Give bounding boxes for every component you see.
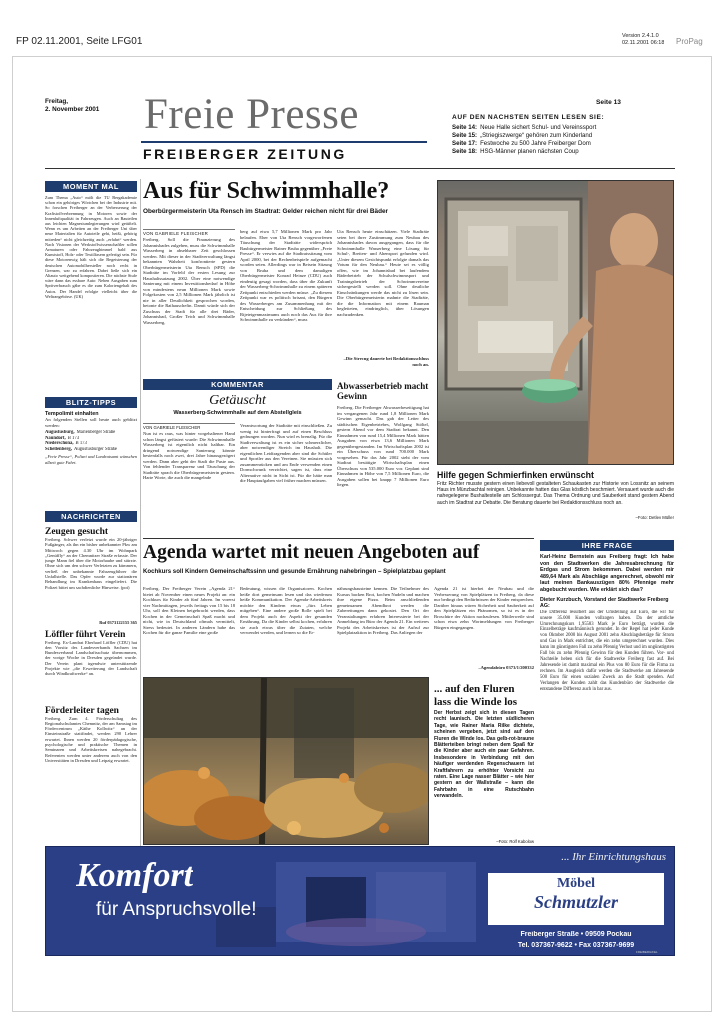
print-header-app: ProPag <box>676 37 703 46</box>
news-text: Freiberg. Zum 4. Förderschultag des Regionalschulamtes Chemnitz, der am Samstag im Fördercentrum „Käthe Kollwitz“ an der Einsteinstraße stattfindet, werden 290 Lehrer erwartet. Ihnen werden 20 förderpädagogische, psychologische und praktische Themen in Seminaren und Arbeitskreisen nahegebracht. Referenten werden unter anderem auch von den Universitäten in Dresden und Leipzig erwartet. <box>45 715 137 763</box>
ad-headline: Komfort <box>76 857 194 894</box>
agenda-subhead: Kochkurs soll Kindern Gemeinschaftssinn und gesunde Ernährung nahebringen – Spielplatzbau geplant <box>143 568 446 575</box>
agenda-col-3: nährungsbausteine kennen. Die Teilnehmer des Kursus backen Brot, kochen Nudeln und machen ihre eigene Pizza. Beim anschließenden gemeinsamen Abendbrot werden die Zubereitungen dann gekostet. Den Ort der Veranstaltungen erfahren Interessierte bei der Anmeldung im Büro der Agenda 21. Ein weiteres Projekt des Arbeitskreises ist der Aufruf zur Spielplatzaktion in Freiberg. Das Anliegen der <box>337 586 429 635</box>
kommentar-label: KOMMENTAR <box>143 379 332 390</box>
fluren-credit: –Foto: Rolf Kabolow <box>496 839 534 844</box>
nachrichten <box>45 511 137 846</box>
moment-mal <box>45 181 137 386</box>
blitz-list <box>45 430 137 452</box>
masthead-date <box>45 98 145 114</box>
next-page-text: Neue Halle sichert Schul- und Vereinssport <box>480 124 597 131</box>
ihre-frage-answer-by: Dieter Kurzbuch, Vorstand der Stadtwerke Freiberg AG: <box>540 596 669 610</box>
blitz-road: B 173 <box>67 435 80 441</box>
photo-caption-credit: –Foto: Detlev Müller <box>635 515 674 520</box>
blitz-road: B 173 <box>75 441 87 447</box>
lead-byline: VON GABRIELE FLEISCHER <box>143 229 235 236</box>
page-number: Seite 13 <box>596 99 621 106</box>
schaukasten-photo <box>437 180 674 465</box>
next-page-item <box>452 148 674 156</box>
photo-caption-title: Hilfe gegen Schmierfinken erwünscht <box>437 470 594 480</box>
lead-cont: –Die Strecng dauerte bei Redaktionsschluss noch an. <box>343 356 429 367</box>
next-page-number: Seite 15: <box>452 132 478 139</box>
blitz-note: „Freie Presse“, Polizei und Landratsamt wünschen allzeit gute Fahrt. <box>45 454 137 465</box>
leaves-illustration <box>144 678 429 845</box>
blitz-place: Niederschöna, <box>45 441 74 447</box>
ihre-frage <box>540 540 674 850</box>
next-page-number: Seite 18: <box>452 148 478 155</box>
ad-brand-box <box>486 871 666 927</box>
blitz-tipps-label: BLITZ-TIPPS <box>45 397 137 408</box>
news-phone: Ruf 0373122155 365 <box>99 620 137 625</box>
masthead-brand: Freie Presse <box>144 92 359 138</box>
next-page-item <box>452 140 674 148</box>
kommentar-col-1: Nun ist es raus, was hinter vorgehaltener Hand schon längst gefüstert wurde: Die Schwimmhalle Wasserberg ist eigentlich nicht haltbar. Ein dringend notwendige Sanierung könnte bestenfalls noch zwei, drei Jahre hinausgezögert werden. Dann aber geht der Stadt die Puste aus. Von fehlender Transparenz und Täuschung der Stadträte sprach die Oberbürgermeisterin gestern. Harte Worte, die auch die mangelnde <box>143 431 235 480</box>
ad-tagline: ... Ihr Einrichtungshaus <box>561 851 666 863</box>
next-page-item <box>452 124 674 132</box>
kommentar <box>143 379 332 539</box>
next-page-text: HSG-Männer planen nächsten Coup <box>480 148 579 155</box>
news-title: Löffler führt Verein <box>45 629 126 640</box>
ad-tiny: FREIBERG/FEL <box>636 950 658 954</box>
moment-mal-text: Zum Thema „Auto“ mölt die TU Bergakademie schon ein gehöriges Wörtchen bei der Industrie mit. So forschen Freiberger an der Verbesserung der Kraftstoffverbrennung in Motoren sowie der Innenluftqualität in Fahrzeugen. Auch an Bauteilen aus leichten Magnesiumlegierungen wird getüftelt. Wenn es um Arbeiten an der Freiberger Uni über neue Materialien für Autoteile geht, heißt, gehörig mitreden“ nicht gleichzeitig auch „erfahrt“ werden. Nach Visionen der Werkstoffwissenschaftler sollen Armaturen oder Fahrzeughimmel bald aus Kunststoff, Holz- oder Textilfasern gefertigt sein. Für diese Motorenwig hält sich die Begeisterung der deutschen Automobilhersteller noch recht in Grenzen, war zu erfahren. Dabei ließe sich ein Altauto weitgehend kompostieren. Die nächste Stufe wäre dann das essbare Auto: Neben Ausgaben zum Spritverbrauch gäbe es die zum Kaloriengehalt des Autos. Der Handel erfolgte vielleicht über die Weltrangebörse. (UK) <box>45 195 137 299</box>
schaukasten-illustration <box>438 181 674 465</box>
leaves-photo <box>143 677 429 845</box>
next-pages-box <box>452 114 674 164</box>
lead-col-1: Freiberg. Soll die Finanzierung des Johannisbades zulgehen, muss die Schwimmhalle Wasserberg in absehbarer Zeit geschlossen werden. Mit dieser in der Stadtverwaltung längst bekannten Wahrheit konfrontierte gestern Oberbürgermeisterin Uta Rensch (SPD) die Stadträte im Vorfeld der ersten Lesung zur Haushaltssatzung 2002. Über eine notwendige Sanierung mit einem Investitionsbedarf in Höhe von mindestens neun Millionen Mark sowie Folgekosten von 2,5 Millionen Mark jährlich ist nie in aller Deutlichkeit gesprochen worden, betonte die Rathauschefin. Damit würde sich der Zuschuss der Stadt für alle drei Bäder, Johannisbad, Großer Teich und Schwimmhalle Wasserberg, <box>143 237 235 325</box>
lead-col-2: berg auf etwa 5,7 Millionen Mark pro Jahr belaufen. Eher von Uta Rensch vorgeworfenen Täuschung der Stadträte widerspräch Baubürgermeister Rainer Bruha gegenüber „Freie Presse“. Er verwies auf die Stadtratssitzung vom April 2000, bei der Rechenbeispiele aufgemacht worden seien. Allerdings war in Beisein Sitzung von Bruha und dem damaligen Oberbürgermeister Konrad Heinze (CDU) auch eindeutig gesagt worden, dass über die Zukunft der Wasserberg-Schwimmhalle zu einem späteren Zeitpunkt entschieden werden müsse. „Zu diesem Zeitpunkt war es politisch brisant, den Bürgern des Wasserberges am Zusammenhang mit der Entscheidung zur Schließung des Rijeteigenmaximums auch noch das Aus für ihre Schwimmhalle zu verkünden“, muss <box>240 229 332 322</box>
agenda-headline: Agenda wartet mit neuen Angeboten auf <box>143 542 480 563</box>
blitz-road: Augustusburger Straße <box>73 446 117 452</box>
next-page-number: Seite 14: <box>452 124 478 131</box>
ad-subline: für Anspruchsvolle! <box>96 899 257 920</box>
news-text: Freiberg. Schwer verletzt wurde ein 20-jähriger Fußgänger, als ihn ein bisher unbekannter Pkw am Mittwoch gegen 4.30 Uhr im Wohnpark „Genüffly“ an der Chemnitzer Straße erfasste. Der junge Mann fiel über die Motorhaube und stürzte. Ohne sich um den schwer Verletzten zu kümmern, verließ der unbekannte Fahrzeugführer die Unfallstelle. Das Opfer wurde zur stationären Behandlung im Krankenhaus eingeliefert. Die Polizei bittet um sachdienliche Hinweise. (poi) <box>45 537 137 590</box>
ad-phones: Tel. 037367-9622 • Fax 037367-9699 <box>517 942 635 949</box>
agenda-col-4: Agenda 21 ist hierbei der Neubau und die Verbesserung von Spielplätzen in Freiberg, da diese nur bedingt den Bedürfnissen der Kinder entsprechen. Darüber hinaus wären Sicherheit und Sauberkeit auf den Spielplätzen ein Phänomen, so ist es in der Broschüre der Aktion nachzulesen. Mittlerweile sind schon etwa zehn Wortmeldungen von Freiberger Bürgern eingegangen. <box>434 586 534 630</box>
agenda-phone: –Agendabüro 0373/1/200332 <box>478 665 534 670</box>
fluren-text: Der Herbst zeigt sich in diesen Tagen recht launisch. Die letzten südlicheren Tage, wie Rainer Maria Rilke dichtete, scheinen vergeben, jetzt sind auf den Fluren die Winde los. Das gelb-rot-braune Blätterteiben bringt neben dem Spaß für die Kinder aber auch ein paar Gefahren. Insbesondere in Verbindung mit den häufiger werdenden Regenschauern ist Kraftfahrern zu erhöhter Vorsicht zu raten. Eine Lage nasser Blätter – wie hier gestern an der Wallstraße – kann die Fahrbahn in eine Rutschbahn verwandeln. <box>434 710 534 800</box>
next-page-text: Festwoche zu 500 Jahre Freiberger Dom <box>480 140 591 147</box>
blitz-road: Marienberger Straße <box>76 430 116 435</box>
ad-brand-top: Möbel <box>556 876 596 891</box>
news-title: Zeugen gesucht <box>45 527 109 537</box>
ad-brand: Schmutzler <box>533 892 619 912</box>
date-full: 2. November 2001 <box>45 106 100 113</box>
kommentar-title: Getäuscht <box>209 393 266 408</box>
date-weekday: Freitag, <box>45 98 69 105</box>
nachrichten-label: NACHRICHTEN <box>45 511 137 522</box>
blitz-place: Schellenberg, <box>45 446 72 452</box>
news-item <box>45 706 137 796</box>
advertisement <box>45 846 675 956</box>
agenda-top-rule <box>143 538 534 539</box>
lead-headline: Aus für Schwimmhalle? <box>143 178 390 204</box>
blitz-entry <box>45 447 137 453</box>
blitz-intro: An folgenden Stellen soll heute auch geblitzt werden: <box>45 417 137 428</box>
next-pages-list <box>452 124 674 156</box>
kommentar-col-2: Verantwortung der Stadträte mit einschließen. Zu wenig ist hinterfragt und auf einen Beschluss gedrungen worden. Nun wird es brenzlig. Für die Stadtverwaltung ist es ein sicher schmerzlicher, aber notwendiger Streich im Haushalt. Die eigentlichen Leidtragenden aber sind die Schüler und Sportler aus den Vereinen. Sie müssten sich zusammenrücken und am Ende verwenden einen Dornschwunk verzichtet, sagen ist, dass eine Alternative nicht in Sicht ist. Für die hätte man die Hauptaufgaben viel früher machen müssen. <box>240 423 332 483</box>
kommentar-byline: VON GABRIELE FLEISCHER <box>143 423 235 430</box>
agenda-col-1: Freiberg. Der Freiberger Verein „Agenda 21“ bietet ab November einen neues Projekt an: ein Kochkurs für Kinder ab fünf Jahren. Im vorerst vier Nachmittagen, jeweils freitags von 15 bis 18 Uhr, soll den Kleinen beigebracht werden, dass Kochen in der Gemeinschaft Spaß macht und nicht, wie in Deutschland oftmals vermittelt, Stress bedeutet. In anderen Ländern habe das Kochen für die ganze Familie eine große <box>143 586 235 635</box>
blitz-heading: Tempolimit einhalten <box>45 411 99 417</box>
abwasser-text: Freiberg. Die Freiberger Abwasserbeseitigung hat im vergangenen Jahr rund 1,8 Millionen Mark Gewinn gemacht. Das gab der Leiter des städtischen Eigenbetriebes, Wolfgang Stöltel, gestern Abend vor dem Stadtrat bekannt. Den Einnahmen von rund 15,4 Millionen Mark hätten Ausgaben von etwa 13,6 Millionen Mark gegenübergestanden. Im Wirtschaftsplan 2002 ist ein Überschuss von rund 700.000 Mark vorgesehen. Für das Jahr 2002 steht der vom Stadtrat bestätigte Wirtschaftsplan einen Überschuss von 535.000 Euro vor. Geplant sind Einnahmen in Höhe von 7,5 Millionen Euro, die Ausgaben sollen bei knapp 7 Millionen Euro liegen. <box>337 405 429 487</box>
agenda-col-2: Bedeutung, wissen die Organisatoren. Kochen heiße dort gemeinsam lesen und das wiederum heiße Kommunikation. Der Agenda-Arbeitskreis möchte den Kindern etwas „fürs Leben mitgeben“. Eine andere große Rolle spielt bei dem Projekt auch der Aspekt der gesunden Ernährung. Da die Kinder selbst kochen, erfahren sie auch etwas über die Zutaten, welche verwendet werden, und lernen so die Er- <box>240 586 332 635</box>
ihre-frage-answer: Die Differenz resultiert aus der Umstellung auf Euro, die wir für unsere 35.000 Kunden vollzogen haben. Da der amtliche Umrechnungskurs 1,95583 Mark je Euro beträgt, wurden die Einzelbeträge kaufmännisch gerundet. In der Regel hat jeder Kunde von Oktober 2000 bis August 2001 zehn Abschlagsbeträge für Strom und Gas in Mark entrichtet, die ein zehn umgerechnet wurden. Dies kann im günstigsten Fall zu zehn Pfennig Verlust und im ungünstigsten Fall bis zu zehn Pfennig Gewinn für den Kunden führen. Vor- und Nachteile heben sich für die Stadtwerke Freiberg fast auf. Bei Jahresende ist damit maximal ein Plus von 80 Euro für die Firma zu rechnen. Im Ausgleich dafür werden die Stadtwerke am Jahresende 500 Euro für einen sozialen Zweck an die Stadt spenden. Auf Verlangen der Kunden zahlt das Kundenbüro der Stadtwerke die entstandene Differenz auch in bar aus. <box>540 609 674 692</box>
print-header-version: Version 2.4.1.0 <box>622 33 659 39</box>
photo-caption-text: Fritz Richter musste gestern einen liebevoll gestalteten Schaukasten zur Historie von Lossnitz an seinem Haus im Münzbachtal reinigen. Unbekannte hatten das Glas köstlich beschmiert. Versauert wurde auch die nahegelegene Bushaltestelle am Schlossergut. Das Thema Ordnung und Sauberkeit stand gestern Abend auch im Stadtrat zur Debatte. Die Beratung dauerte bei Redaktionsschluss noch an. <box>437 481 674 506</box>
masthead-bottom-rule <box>45 168 675 169</box>
next-pages-title: AUF DEN NÄCHSTEN SEITEN LESEN SIE: <box>452 114 605 121</box>
news-item <box>45 527 137 626</box>
print-header-left: FP 02.11.2001, Seite LFG01 <box>16 36 143 47</box>
next-page-number: Seite 17: <box>452 140 478 147</box>
ihre-frage-label: IHRE FRAGE <box>540 540 674 551</box>
kommentar-subtitle: Wasserberg-Schwimmhalle auf dem Abstellgleis <box>173 410 302 416</box>
blitz-place: Augustusburg, <box>45 430 75 435</box>
fluren-title: ... auf den Fluren lass die Winde los <box>434 683 518 708</box>
masthead-subtitle: FREIBERGER ZEITUNG <box>143 146 347 162</box>
blitz-tipps <box>45 397 137 501</box>
lead-subhead: Oberbürgermeisterin Uta Rensch im Stadtrat: Gelder reichen nicht für drei Bäder <box>143 208 389 215</box>
news-title: Förderleiter tagen <box>45 705 119 716</box>
ad-address: Freiberger Straße • 09509 Pockau <box>520 931 632 938</box>
lead-col-3: Uta Rensch heute einschätzen. Viele Stadträte seien bei ihrer Zustimmung zum Neubau des Johannisbades davon ausgegangen, dass für die Schwimmhalle Wasserberg eine Lösung für Schul-, Breiten- und Ahensport gefunden wird. „Unter diesem Gesichtspunkt erfolgte damals das Votum für den Neubau.“ Heute sei es völlig offen, wie im Johannisbad bei laufendem Bäderbetrieb der Schulschwimmsport und Trainingsbetrieb der Schwimmvereine sichergestellt werden soll. Ohne deutliche Einschränkungen werde das nicht zu lösen sein. Die Oberbürgermeisterin mahnte die Stadträte, die die Information mit einem Rauman begleiteten, eindringlich, über Lösungen nachzudenken. <box>337 229 429 317</box>
news-item <box>45 630 137 702</box>
next-page-text: „Striegiszwerge“ gehören zum Kinderland <box>480 132 593 139</box>
abwasser-title: Abwasserbetrieb macht Gewinn <box>337 381 429 401</box>
print-header-timestamp: 02.11.2001 06:18 <box>622 40 665 46</box>
left-column-rule <box>140 179 141 846</box>
masthead-rule <box>141 141 427 143</box>
blitz-place: Naundorf, <box>45 435 66 441</box>
moment-mal-label: MOMENT MAL <box>45 181 137 192</box>
next-page-item <box>452 132 674 140</box>
ihre-frage-question: Karl-Heinz Bernstein aus Freiberg fragt: Ich habe von den Stadtwerken die Jahresabrechnung für Erdgas und Strom bekommen. Dabei werden mir 489,64 Mark als Abschläge angerechnet, obwohl mir laut meinen Bankauszügen 80% Pfennige mehr abgebucht wurden. Wie erklärt sich das? <box>540 554 674 593</box>
news-text: Freiberg. Ex-Landrat Eberhard Löffler (CDU) hat den Vorsitz des Landesverbands Sachsen im Bundesverband Landschaftsschutz übernommen, der vorige Woche in Dresden gegründet wurde. Der Verein plant irgendwie unterstützende Projekte wie „die Erweiterung der Landschaft durch Windkraftwerke“ an. <box>45 639 137 677</box>
